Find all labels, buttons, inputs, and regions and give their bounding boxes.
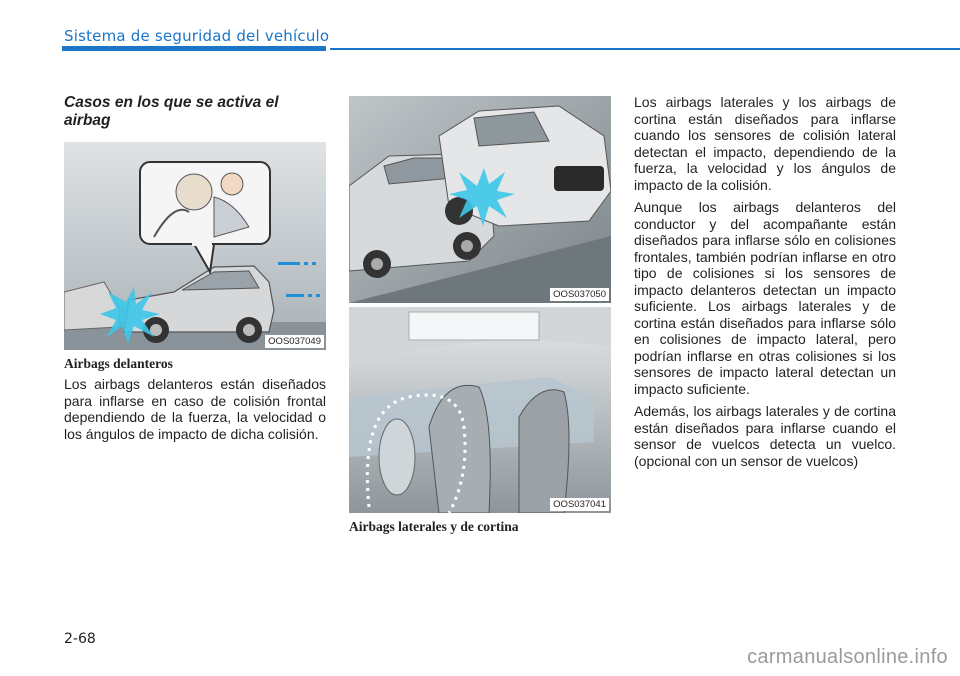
figure-curtain-airbags: [349, 307, 611, 513]
paragraph-3: Además, los airbags laterales y de cortina están diseñados para inflarse cuando el sensor de vuelcos detecta un vuelco. (opcional con un sensor de vuelcos): [634, 403, 896, 469]
figure-front-airbags: [64, 142, 326, 350]
figure-caption: Airbags laterales y de cortina: [349, 519, 519, 534]
figure-code: OOS037049: [265, 335, 324, 348]
figure-side-impact: [349, 96, 611, 303]
column-left: [64, 94, 326, 448]
paragraph-1: Los airbags laterales y los airbags de cortina están diseñados para inflarse cuando los sensores de colisión lateral detectan el impacto, dependiendo de la fuerza, la velocidad y los ángulos de impacto de la colisión.: [634, 94, 896, 193]
page-number: 2-68: [64, 631, 96, 647]
column-right: [634, 94, 896, 475]
figure-code: OOS037041: [550, 498, 609, 511]
section-title: Casos en los que se activa el airbag: [64, 94, 279, 129]
curtain-airbag-illustration: [349, 307, 611, 513]
header-bar-left: [62, 46, 326, 51]
side-impact-illustration: [349, 96, 611, 303]
paragraph-2: Aunque los airbags delanteros del conductor y del acompañante están diseñados para inflarse sólo en colisiones frontales, también podrían inflarse en otro tipo de colisiones si los sensores de impacto delanteros detectan un impacto suficiente. Los airbags laterales y de cortina están diseñados para inflarse sólo en colisiones de impacto lateral, pero podrían inflarse en otras colisiones si los sensores de impacto lateral detectan un impacto suficiente.: [634, 199, 896, 397]
header-title: Sistema de seguridad del vehículo: [64, 27, 330, 45]
figure-caption: Airbags delanteros: [64, 356, 173, 371]
front-airbag-illustration: [64, 142, 326, 350]
watermark: carmanualsonline.info: [747, 646, 948, 668]
figure-code: OOS037050: [550, 288, 609, 301]
column-middle: [349, 96, 611, 539]
paragraph: Los airbags delanteros están diseñados para inflarse en caso de colisión frontal dependiendo de la fuerza, la velocidad o los ángulos de impacto de dicha colisión.: [64, 376, 326, 442]
header-bar-right: [330, 48, 960, 50]
